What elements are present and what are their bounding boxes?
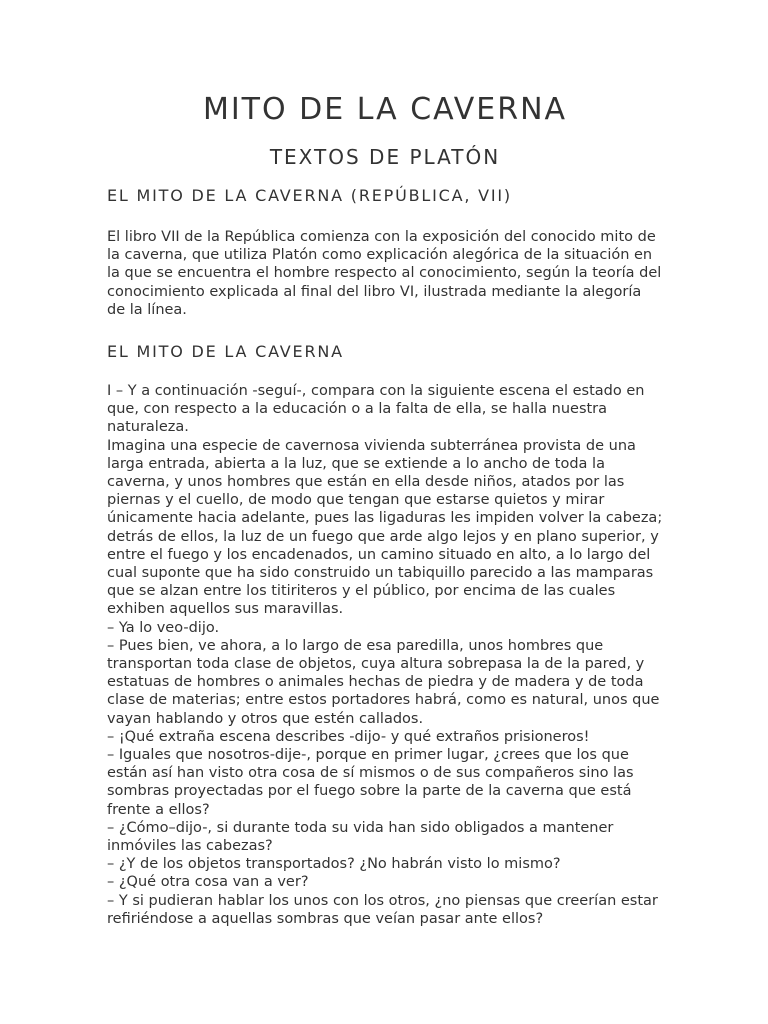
section-heading-republica: EL MITO DE LA CAVERNA (REPÚBLICA, VII) xyxy=(107,186,512,205)
dialogue-paragraph: – Ya lo veo-dijo. xyxy=(107,619,220,636)
dialogue-paragraph: I – Y a continuación -seguí-, compara con la siguiente escena el estado en que, con respecto a la educación o a la falta de ella, se halla nuestra naturaleza. xyxy=(107,383,645,436)
section-heading-mito: EL MITO DE LA CAVERNA xyxy=(107,342,344,361)
dialogue-paragraph: – Iguales que nosotros-dije-, porque en primer lugar, ¿crees que los que están así han visto otra cosa de sí mismos o de sus compañeros sino las sombras proyectadas por el fuego sobre la parte de la caverna que está frente a ellos? xyxy=(107,747,634,818)
page-title: MITO DE LA CAVERNA xyxy=(202,92,568,127)
dialogue-paragraph: – ¿Y de los objetos transportados? ¿No habrán visto lo mismo? xyxy=(107,856,561,873)
dialogue-paragraph: Imagina una especie de cavernosa vivienda subterránea provista de una larga entrada, abierta a la luz, que se extiende a lo ancho de toda la caverna, y unos hombres que están en ella desde niños, atados por las piernas y el cuello, de modo que tengan que estarse quietos y mirar únicamente hacia adelante, pues las ligaduras les impiden volver la cabeza; detrás de ellos, la luz de un fuego que arde algo lejos y en plano superior, y entre el fuego y los encadenados, un camino situado en alto, a lo largo del cual suponte que ha sido construido un tabiquillo parecido a las mamparas que se alzan entre los titiriteros y el público, por encima de las cuales exhiben aquellos sus maravillas. xyxy=(107,437,663,618)
dialogue-paragraph: – ¡Qué extraña escena describes -dijo- y qué extraños prisioneros! xyxy=(107,728,590,745)
dialogue-paragraph: – Y si pudieran hablar los unos con los otros, ¿no piensas que creerían estar refiriéndose a aquellas sombras que veían pasar ante ellos? xyxy=(107,892,658,927)
intro-paragraph: El libro VII de la República comienza con la exposición del conocido mito de la caverna, que utiliza Platón como explicación alegórica de la situación en la que se encuentra el hombre respecto al conocimiento, según la teoría del conocimiento explicada al final del libro VI, ilustrada mediante la alegoría de la línea. xyxy=(107,229,662,318)
page-subtitle: TEXTOS DE PLATÓN xyxy=(269,145,501,169)
dialogue-paragraph: – ¿Qué otra cosa van a ver? xyxy=(107,874,309,891)
dialogue-paragraph: – Pues bien, ve ahora, a lo largo de esa paredilla, unos hombres que transportan toda clase de objetos, cuya altura sobrepasa la de la pared, y estatuas de hombres o animales hechas de piedra y de madera y de toda clase de materias; entre estos portadores habrá, como es natural, unos que vayan hablando y otros que estén callados. xyxy=(107,637,660,727)
dialogue-text xyxy=(107,382,663,928)
dialogue-paragraph: – ¿Cómo–dijo-, si durante toda su vida han sido obligados a mantener inmóviles las cabezas? xyxy=(107,819,614,855)
